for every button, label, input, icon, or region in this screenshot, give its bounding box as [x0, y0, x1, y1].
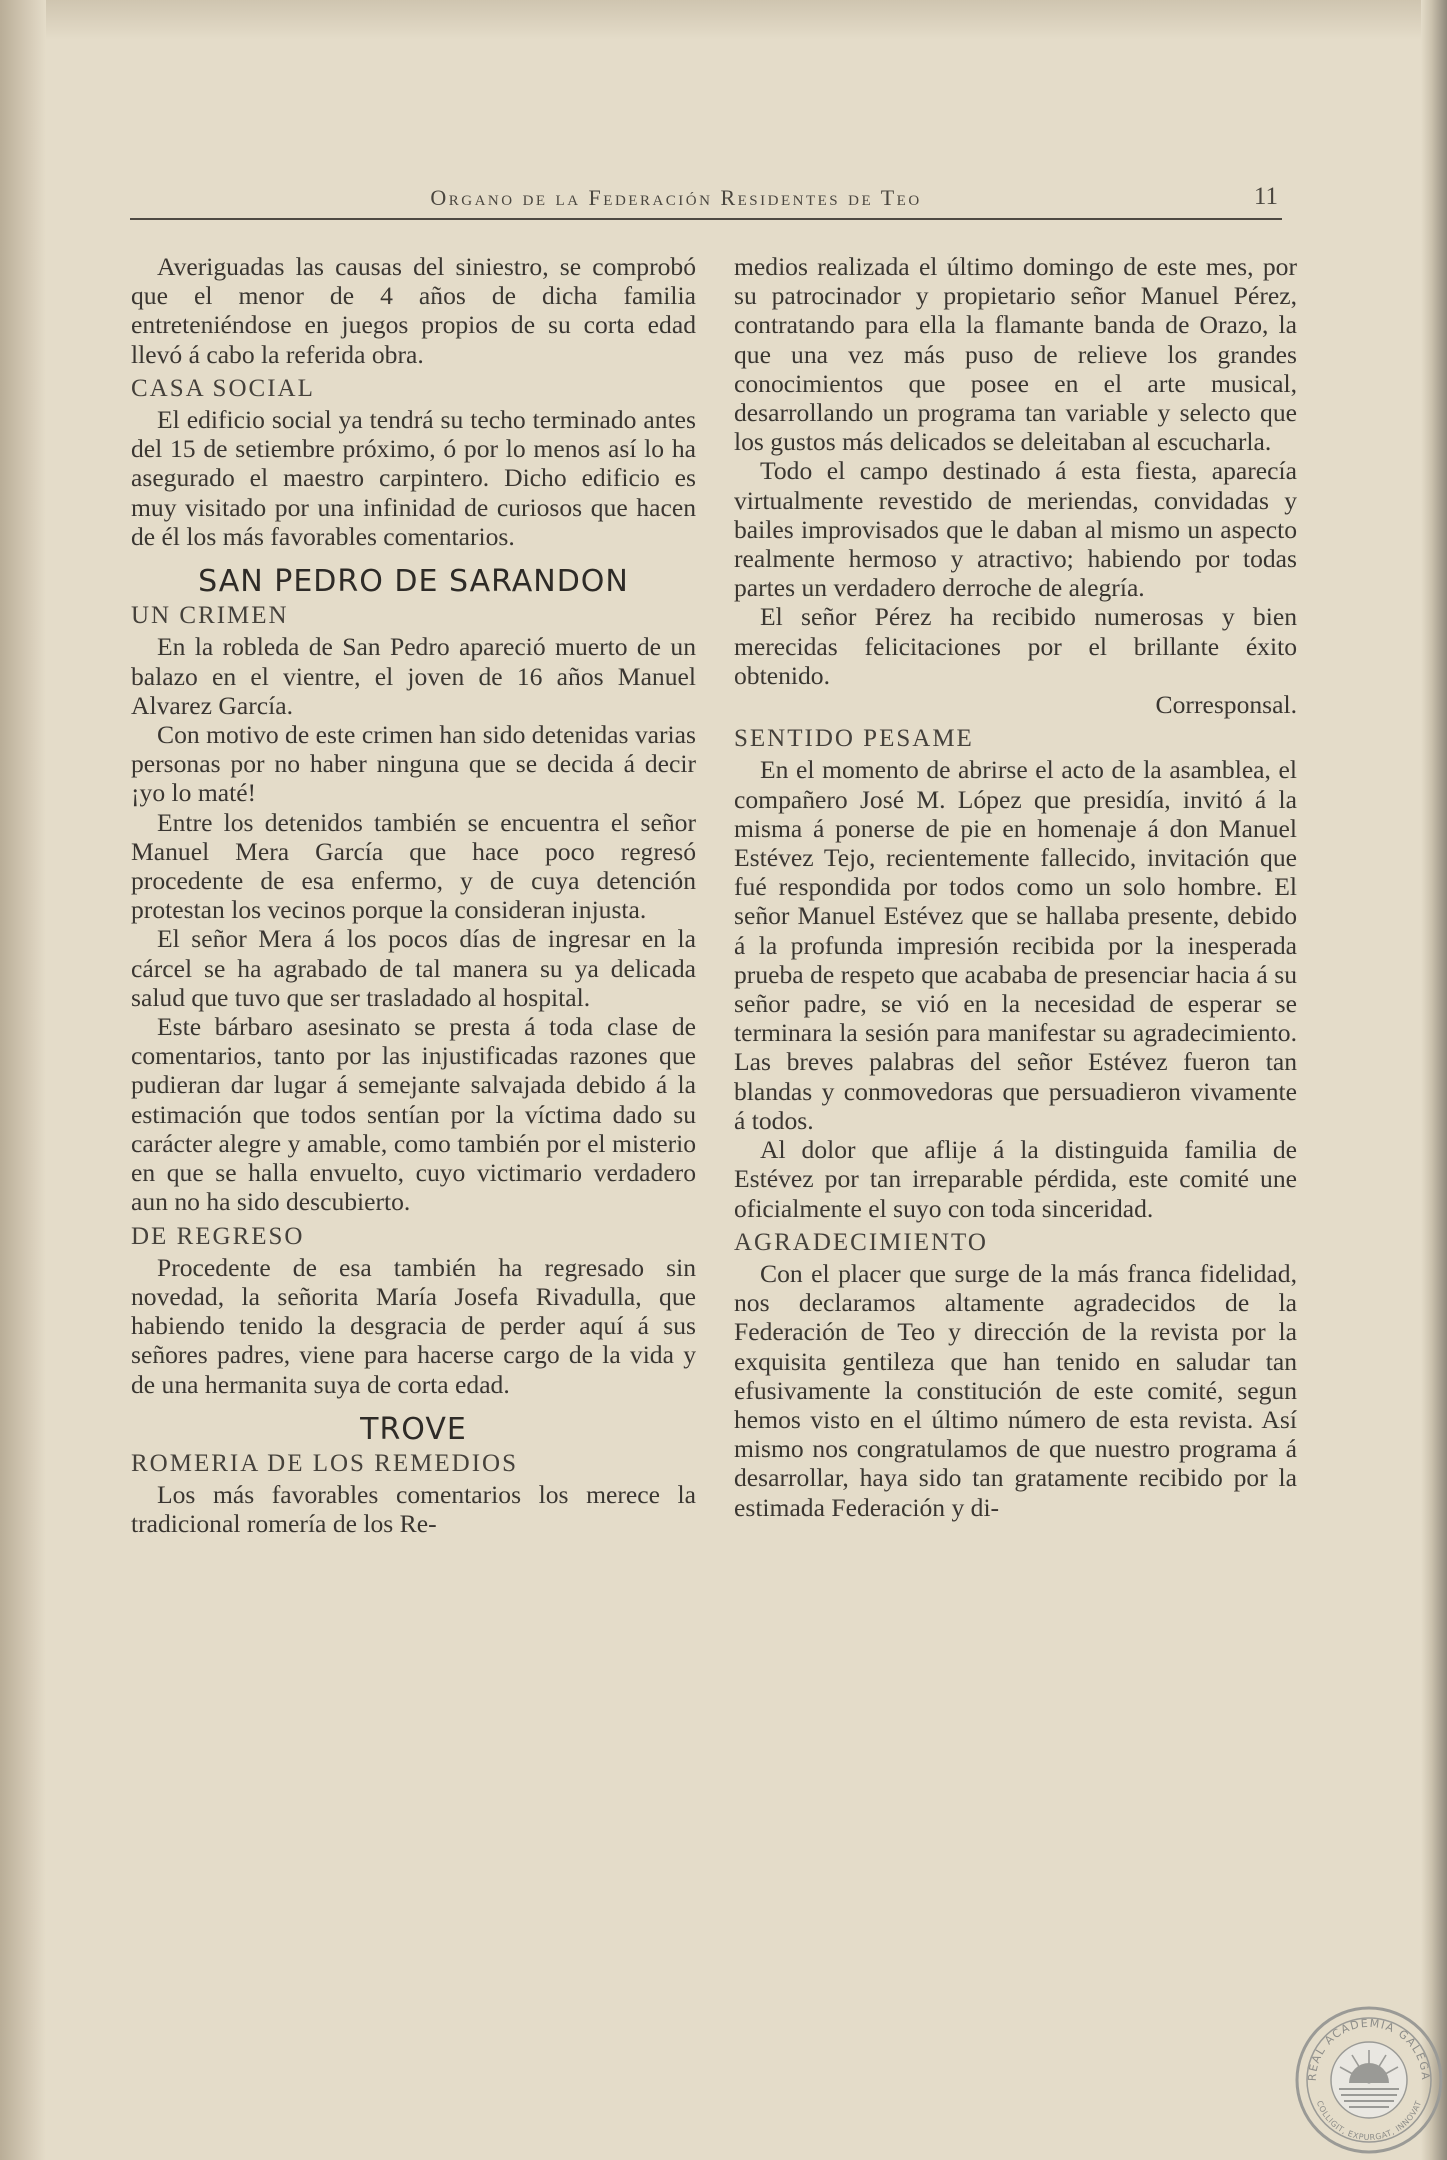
paragraph: En la robleda de San Pedro apareció muerto de un balazo en el vientre, el joven de 16 años Manuel Alvarez García. [131, 632, 696, 720]
section-heading-agradecimiento: AGRADECIMIENTO [734, 1228, 988, 1256]
paragraph: El edificio social ya tendrá su techo terminado antes del 15 de setiembre próximo, ó por lo menos así lo ha asegurado el maestro carpintero. Dicho edificio es muy visitado por una infinidad de curiosos que hacen de él los más favorables comentarios. [131, 405, 696, 551]
academy-seal-stamp [1294, 2005, 1444, 2155]
page-top-shadow [0, 0, 1447, 40]
seal-text-top: REAL ACADEMIA GALEGA [1305, 2016, 1433, 2082]
section-heading-un-crimen: UN CRIMEN [131, 602, 289, 630]
paragraph: Con el placer que surge de la más franca fidelidad, nos declaramos altamente agradecidos de la Federación de Teo y dirección de la revista por la exquisita gentileza que han tenido en saludar tan efusivamente la constitución de este comité, segun hemos visto en el último número de esta revista. Así mismo nos congratulamos de que nuestro programa á desarrollar, haya sido tan gratamente recibido por la estimada Federación y di- [734, 1258, 1297, 1522]
section-heading-romeria: ROMERIA DE LOS REMEDIOS [131, 1449, 518, 1477]
page-right-edge [1421, 0, 1447, 2160]
header-title: Organo de la Federación Residentes de Teo [430, 185, 922, 210]
paragraph: El señor Pérez ha recibido numerosas y bien merecidas felicitaciones por el brillante éxito obtenido. [734, 602, 1297, 690]
paragraph: Entre los detenidos también se encuentra el señor Manuel Mera García que hace poco regresó procedente de esa enfermo, y de cuya detención protestan los vecinos porque la consideran injusta. [131, 807, 696, 925]
paragraph: Averiguadas las causas del siniestro, se comprobó que el menor de 4 años de dicha familia entreteniéndose en juegos propios de su corta edad llevó á cabo la referida obra. [131, 252, 696, 369]
paragraph: El señor Mera á los pocos días de ingresar en la cárcel se ha agrabado de tal manera su ya delicada salud que tuvo que ser trasladado al hospital. [131, 924, 696, 1012]
correspondent-signature: Corresponsal. [1155, 690, 1297, 720]
section-heading-casa-social: CASA SOCIAL [131, 374, 315, 402]
header-rule [130, 218, 1282, 220]
paragraph: Todo el campo destinado á esta fiesta, aparecía virtualmente revestido de meriendas, convidadas y bailes improvisados que le daban al mismo un aspecto realmente hermoso y atractivo; habiendo por todas partes un verdadero derroche de alegría. [734, 456, 1297, 603]
page-number: 11 [1253, 183, 1278, 210]
binding-edge [0, 0, 46, 2160]
section-heading-de-regreso: DE REGRESO [131, 1222, 305, 1250]
paragraph: Con motivo de este crimen han sido detenidas varias personas por no haber ninguna que se decida á decir ¡yo lo maté! [131, 720, 696, 808]
running-header [130, 181, 1282, 221]
paragraph: medios realizada el último domingo de este mes, por su patrocinador y propietario señor Manuel Pérez, contratando para ella la flamante banda de Orazo, la que una vez más puso de relieve los grandes conocimientos que posee en el arte musical, desarrollando un programa tan variable y selecto que los gustos más delicados se deleitaban al escucharla. [734, 252, 1297, 457]
paragraph: En el momento de abrirse el acto de la asamblea, el compañero José M. López que presidía, invitó á la misma á ponerse de pie en homenaje á don Manuel Estévez Tejo, recientemente fallecido, invitación que fué respondida por todos como un solo hombre. El señor Manuel Estévez que se hallaba presente, debido á la profunda impresión recibida por la inesperada prueba de respeto que acababa de presenciar hacia á su señor padre, se vió en la necesidad de esperar se terminara la sesión para manifestar su agradecimiento. Las breves palabras del señor Estévez fueron tan blandas y conmovedoras que persuadieron vivamente á todos. [734, 755, 1297, 1135]
section-heading-sentido-pesame: SENTIDO PESAME [734, 725, 974, 753]
paragraph: Este bárbaro asesinato se presta á toda clase de comentarios, tanto por las injustificadas razones que pudieran dar lugar á semejante salvajada debido á la estimación que todos sentían por la víctima dado su carácter alegre y amable, como también por el misterio en que se halla envuelto, cuyo victimario verdadero aun no ha sido descubierto. [131, 1012, 696, 1217]
heading-san-pedro-de-sarandon: SAN PEDRO DE SARANDON [198, 564, 629, 600]
right-column [734, 252, 1297, 1522]
seal-text-bottom: COLLIGIT, EXPURGAT, INNOVAT [1314, 2099, 1424, 2143]
paragraph: Procedente de esa también ha regresado sin novedad, la señorita María Josefa Rivadulla, que habiendo tenido la desgracia de perder aquí á sus señores padres, viene para hacerse cargo de la vida y de una hermanita suya de corta edad. [131, 1252, 696, 1399]
left-column [131, 252, 696, 1539]
heading-trove: TROVE [360, 1411, 467, 1447]
paragraph: Al dolor que aflije á la distinguida familia de Estévez por tan irreparable pérdida, este comité une oficialmente el suyo con toda sinceridad. [734, 1135, 1297, 1223]
paragraph: Los más favorables comentarios los merece la tradicional romería de los Re- [131, 1480, 696, 1539]
